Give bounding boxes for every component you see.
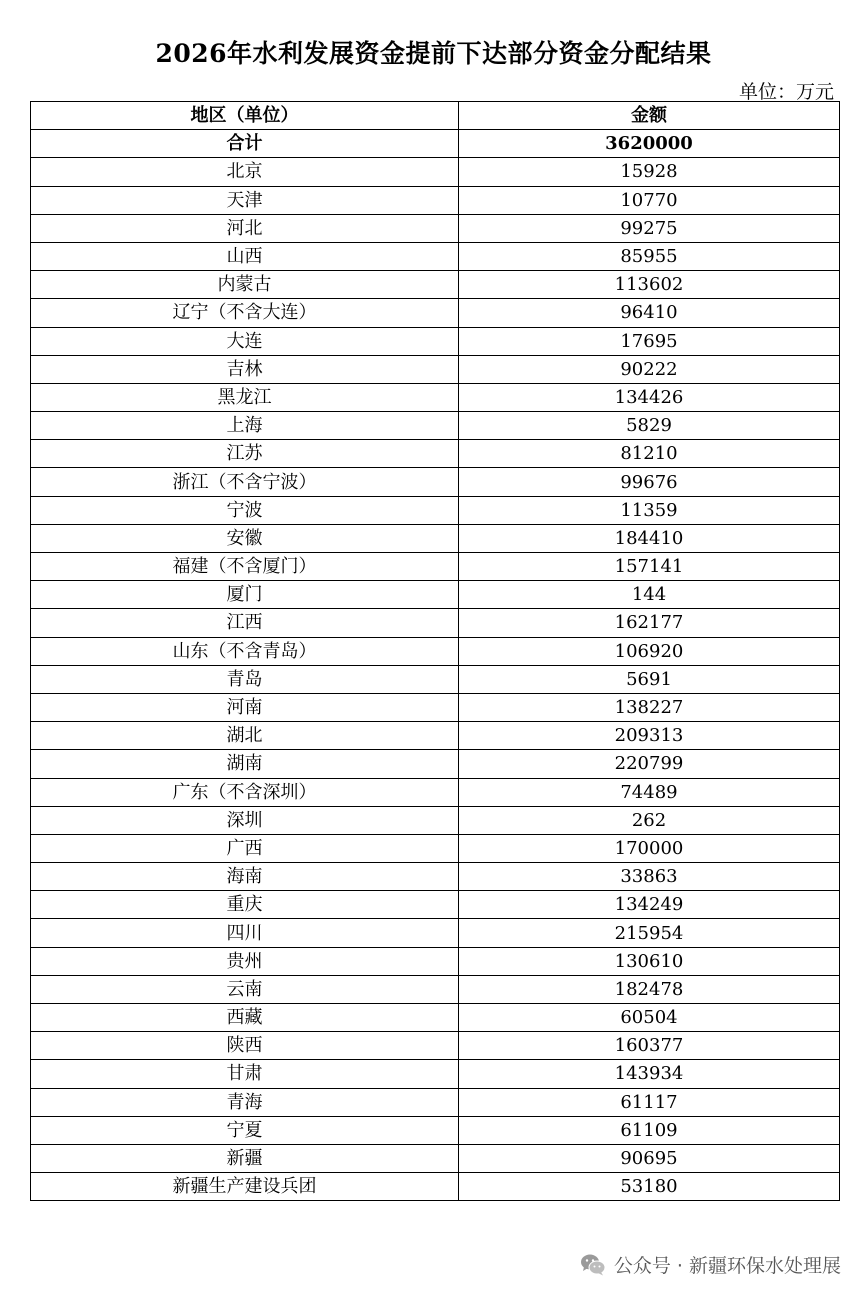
region-cell: 深圳 [31,806,459,834]
header-row [31,102,840,130]
region-cell: 江西 [31,609,459,637]
table-row [31,271,840,299]
wechat-watermark [580,1251,841,1278]
amount-cell: 134426 [459,383,840,411]
amount-cell: 209313 [459,722,840,750]
region-cell: 云南 [31,975,459,1003]
amount-cell: 157141 [459,553,840,581]
region-cell: 青岛 [31,665,459,693]
table-row [31,1144,840,1172]
region-cell: 内蒙古 [31,271,459,299]
region-cell: 黑龙江 [31,383,459,411]
region-cell: 湖南 [31,750,459,778]
region-cell: 贵州 [31,947,459,975]
table-row [31,327,840,355]
amount-cell: 106920 [459,637,840,665]
region-cell: 天津 [31,186,459,214]
region-cell: 浙江（不含宁波） [31,468,459,496]
amount-cell: 134249 [459,891,840,919]
region-cell: 广西 [31,834,459,862]
amount-cell: 96410 [459,299,840,327]
region-cell: 新疆生产建设兵团 [31,1173,459,1201]
table-row [31,383,840,411]
region-cell: 宁夏 [31,1116,459,1144]
amount-cell: 11359 [459,496,840,524]
table-body [31,130,840,1201]
amount-cell: 262 [459,806,840,834]
amount-cell: 85955 [459,242,840,270]
amount-cell: 182478 [459,975,840,1003]
table-row [31,778,840,806]
amount-cell: 138227 [459,693,840,721]
wechat-icon [580,1253,606,1277]
table-row [31,299,840,327]
table-row [31,975,840,1003]
table-row [31,1032,840,1060]
table-row [31,553,840,581]
region-cell: 安徽 [31,524,459,552]
table-row [31,1116,840,1144]
table-row [31,412,840,440]
table-row [31,1088,840,1116]
amount-cell: 61109 [459,1116,840,1144]
region-cell: 广东（不含深圳） [31,778,459,806]
total-row [31,130,840,158]
region-cell: 大连 [31,327,459,355]
region-cell: 宁波 [31,496,459,524]
table-row [31,609,840,637]
total-label: 合计 [31,130,459,158]
region-cell: 厦门 [31,581,459,609]
region-cell: 江苏 [31,440,459,468]
allocation-table [30,101,840,1201]
table-row [31,355,840,383]
region-cell: 吉林 [31,355,459,383]
amount-cell: 215954 [459,919,840,947]
unit-label: 单位：万元 [738,81,834,103]
table-row [31,1004,840,1032]
amount-cell: 15928 [459,158,840,186]
amount-cell: 74489 [459,778,840,806]
table-row [31,524,840,552]
table-row [31,637,840,665]
table-row [31,1173,840,1201]
amount-cell: 5829 [459,412,840,440]
region-cell: 湖北 [31,722,459,750]
amount-cell: 160377 [459,1032,840,1060]
amount-cell: 220799 [459,750,840,778]
region-cell: 山西 [31,242,459,270]
document-title: 2026年水利发展资金提前下达部分资金分配结果 [155,39,712,68]
region-cell: 四川 [31,919,459,947]
table-row [31,891,840,919]
table-row [31,158,840,186]
region-cell: 辽宁（不含大连） [31,299,459,327]
amount-cell: 5691 [459,665,840,693]
amount-cell: 60504 [459,1004,840,1032]
table-row [31,750,840,778]
table-row [31,468,840,496]
table-row [31,440,840,468]
region-cell: 海南 [31,863,459,891]
header-amount: 金额 [459,102,840,130]
amount-cell: 113602 [459,271,840,299]
table-row [31,947,840,975]
table-row [31,722,840,750]
amount-cell: 10770 [459,186,840,214]
amount-cell: 61117 [459,1088,840,1116]
amount-cell: 143934 [459,1060,840,1088]
region-cell: 青海 [31,1088,459,1116]
amount-cell: 81210 [459,440,840,468]
region-cell: 河南 [31,693,459,721]
total-amount: 3620000 [459,130,840,158]
amount-cell: 53180 [459,1173,840,1201]
table-row [31,806,840,834]
table-row [31,693,840,721]
amount-cell: 162177 [459,609,840,637]
region-cell: 西藏 [31,1004,459,1032]
header-region: 地区（单位） [31,102,459,130]
region-cell: 河北 [31,214,459,242]
amount-cell: 90695 [459,1144,840,1172]
amount-cell: 17695 [459,327,840,355]
table-row [31,581,840,609]
table-row [31,186,840,214]
amount-cell: 33863 [459,863,840,891]
table-row [31,863,840,891]
region-cell: 甘肃 [31,1060,459,1088]
region-cell: 北京 [31,158,459,186]
amount-cell: 184410 [459,524,840,552]
table-row [31,665,840,693]
region-cell: 陕西 [31,1032,459,1060]
table-row [31,1060,840,1088]
table-row [31,834,840,862]
amount-cell: 170000 [459,834,840,862]
region-cell: 新疆 [31,1144,459,1172]
region-cell: 福建（不含厦门） [31,553,459,581]
table-row [31,919,840,947]
amount-cell: 130610 [459,947,840,975]
amount-cell: 99275 [459,214,840,242]
amount-cell: 99676 [459,468,840,496]
table-row [31,214,840,242]
amount-cell: 90222 [459,355,840,383]
amount-cell: 144 [459,581,840,609]
table-row [31,496,840,524]
region-cell: 山东（不含青岛） [31,637,459,665]
region-cell: 重庆 [31,891,459,919]
watermark-text: 公众号 · 新疆环保水处理展 [613,1255,841,1277]
region-cell: 上海 [31,412,459,440]
table-row [31,242,840,270]
